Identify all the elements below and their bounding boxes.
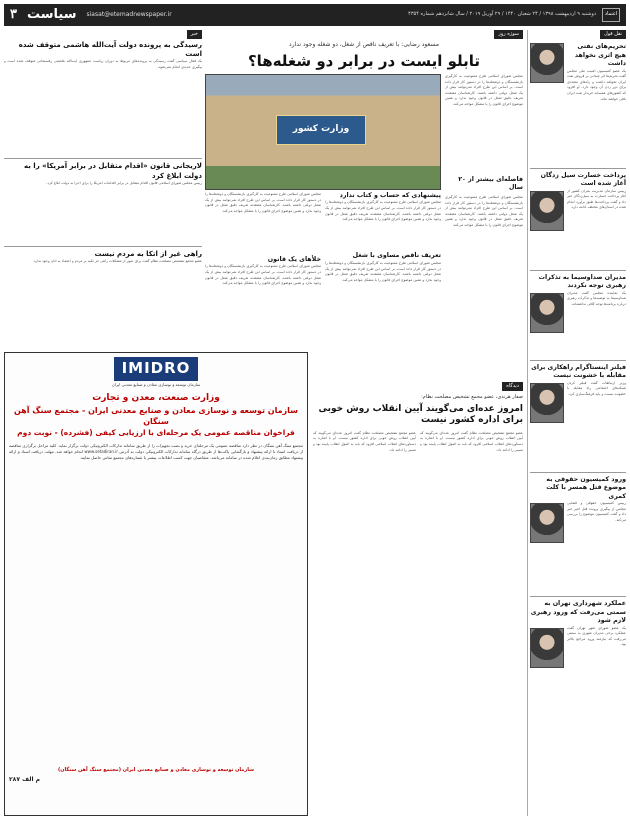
story-body: عضو مجمع تشخیص مصلحت نظام گفت امروز عده‌ای می‌گویند که آیین انقلاب روش خوبی برای اداره کشور نیست. او با اشاره به دستاوردهای انقلاب اسلامی افزود که باید به اصول انقلاب پایبند بود و مسیر را ادامه داد. [313,430,416,452]
section-tag: دیدگاه [502,382,523,391]
story-kicker: صفار هرندی، عضو مجمع تشخیص مصلحت نظام: [421,394,523,401]
story-kicker: مسعود رضایی: با تعریف ناقص از شغل، دو شغله وجود ندارد [289,41,439,49]
quote-title: فیلتر اینستاگرام راهکاری برای مقابله با خشونت نیست [531,363,626,380]
story-subhead: فاصله‌ای بیشتر از ۲۰ سال [458,175,523,192]
ministry-building-photo [205,74,441,190]
story-headline: امروز عده‌ای می‌گویند آیین انقلاب روش خوبی برای اداره کشور نیست [318,403,523,426]
news-body: عضو مجمع تشخیص مصلحت نظام گفت برای عبور از مشکلات راهی جز تکیه بر مردم و اعتماد به آنان وجود ندارد. [32,258,202,263]
quote-item [530,600,626,706]
quote-body: یک عضو کمیسیون امنیت ملی مجلس گفت تحریم‌ها اثر چندانی بر فروش نفت ایران نخواهد داشت و راه‌های متعددی برای دور زدن آن وجود دارد. او افزود که کشورهای همسایه خریدار نفت ایران باقی خواهند ماند. [567,68,626,101]
section-email-link[interactable]: siasat@etemadnewspaper.ir [86,10,172,18]
ad-body: مجتمع سنگ آهن سنگان در نظر دارد مناقصه عمومی یک مرحله‌ای خرید و نصب تجهیزات را از طریق سامانه تدارکات الکترونیکی دولت برگزار نماید. کلیه مراحل برگزاری مناقصه از دریافت اسناد تا ارائه پیشنهاد و بازگشایی پاکت‌ها از طریق درگاه سامانه تدارکات الکترونیکی دولت به آدرس www.setadiran.ir انجام خواهد شد. مهلت دریافت اسناد و ارائه پیشنهاد مطابق زمان‌بندی اعلام شده در سامانه می‌باشد. متقاضیان جهت کسب اطلاعات بیشتر با شماره‌های مجتمع تماس حاصل نمایند. [9,442,303,461]
opinion-story [312,382,523,816]
section-tag: سوژه روز [494,30,523,39]
quote-title: عملکرد شهرداری تهران به سمتی می‌رفت که ورود رهبری لازم شود [530,600,626,625]
ad-title: سازمان توسعه و نوسازی معادن و صنایع معدنی ایران - مجتمع سنگ آهن سنگان [13,405,298,427]
quote-body: رییس سازمان مدیریت بحران کشور از آغاز پرداخت خسارت به سیل‌زدگان خبر داد و گفت پرداخت‌ها طبق برآورد انجام شده در استان‌های مختلف ادامه دارد. [567,188,626,210]
quote-title: تحریم‌های نفتی هیچ اثری نخواهد داشت [574,43,626,68]
story-subhead: پیشنهادی که حساب و کتاب ندارد [339,191,441,199]
person-photo [530,293,564,333]
main-story [205,30,523,380]
section-tag: خبر [187,30,202,39]
section-title: سیاست [26,6,77,22]
story-body: مجلس شورای اسلامی طرح ممنوعیت به کارگیری بازنشستگان و دوشغله‌ها را در دستور کار قرار داده است. بر اساس این طرح افراد نمی‌توانند بیش از یک شغل دولتی داشته باشند. کارشناسان معتقدند تعریف دقیق شغل در قانون وجود ندارد و همین موضوع اجرای قانون را با مشکل مواجه می‌کند. [325,260,441,282]
quote-body: رییس کمیسیون حقوقی و قضایی مجلس از پیگیری پرونده قتل اخیر خبر داد و گفت کمیسیون موضوع را بررسی می‌کند. [567,501,626,522]
story-headline: تابلو ایست در برابر دو شغله‌ها؟ [247,51,481,70]
dateline: دوشنبه ۹ اردیبهشت ۱۳۹۸ / ۲۴ شعبان ۱۴۴۰ / ۲۹ آوریل ۲۰۱۹ / سال شانزدهم شماره ۴۳۵۴ [408,11,596,18]
tender-advertisement [4,352,308,816]
story-body: مجلس شورای اسلامی طرح ممنوعیت به کارگیری بازنشستگان و دوشغله‌ها را در دستور کار قرار داده است. بر اساس این طرح افراد نمی‌توانند بیش از یک شغل دولتی داشته باشند. کارشناسان معتقدند تعریف دقیق شغل در قانون وجود ندارد و همین موضوع اجرای قانون را با مشکل مواجه می‌کند. [205,191,321,213]
story-body: مجلس شورای اسلامی طرح ممنوعیت به کارگیری بازنشستگان و دوشغله‌ها را در دستور کار قرار داده است. بر اساس این طرح افراد نمی‌توانند بیش از یک شغل دولتی داشته باشند. کارشناسان معتقدند تعریف دقیق شغل در قانون وجود ندارد و همین موضوع اجرای قانون را با مشکل مواجه می‌کند. [445,73,523,106]
person-photo [530,383,564,423]
story-subhead: تعریف ناقص مساوی با شغل [352,252,441,260]
news-body: رییس مجلس شورای اسلامی قانون اقدام متقابل در برابر اقدامات آمریکا را برای اجرا به دولت ابلاغ کرد. [46,180,202,185]
newspaper-logo: اعتماد [602,8,620,22]
quote-item [530,172,626,267]
news-title: لاریجانی قانون «اقدام متقابل در برابر آمریکا» را به دولت ابلاغ کرد [24,162,202,180]
person-photo [530,43,564,83]
story-body: عضو مجمع تشخیص مصلحت نظام گفت امروز عده‌ای می‌گویند که آیین انقلاب روش خوبی برای اداره کشور نیست. او با اشاره به دستاوردهای انقلاب اسلامی افزود که باید به اصول انقلاب پایبند بود و مسیر را ادامه داد. [420,430,523,452]
quote-body: یک عضو شورای شهر تهران گفت عملکرد برخی مدیران شهری به سمتی می‌رفت که نیازمند ورود مراجع بالاتر بود. [567,625,626,647]
news-title: رسیدگی به پرونده دولت آیت‌الله هاشمی متوقف شده است [18,41,202,59]
imidro-logo: IMIDRO [114,357,199,381]
story-body: مجلس شورای اسلامی طرح ممنوعیت به کارگیری بازنشستگان و دوشغله‌ها را در دستور کار قرار داده است. بر اساس این طرح افراد نمی‌توانند بیش از یک شغل دولتی داشته باشند. کارشناسان معتقدند تعریف دقیق شغل در قانون وجود ندارد و همین موضوع اجرای قانون را با مشکل مواجه می‌کند. [205,264,321,286]
quote-item [530,364,626,469]
quote-title: پرداخت خسارت سیل زدگان آغاز شده است [540,171,626,188]
ad-org-name: سازمان توسعه و نوسازی معادن و صنایع معدنی ایران [111,381,201,387]
story-body: مجلس شورای اسلامی طرح ممنوعیت به کارگیری بازنشستگان و دوشغله‌ها را در دستور کار قرار داده است. بر اساس این طرح افراد نمی‌توانند بیش از یک شغل دولتی داشته باشند. کارشناسان معتقدند تعریف دقیق شغل در قانون وجود ندارد و همین موضوع اجرای قانون را با مشکل مواجه می‌کند. [325,200,441,222]
left-column [4,30,202,350]
quote-item [530,476,626,594]
right-column [530,30,626,816]
person-photo [530,628,564,668]
quote-item [530,274,626,357]
quote-body: وزیر ارتباطات گفت فیلتر کردن شبکه‌های اجتماعی راه مقابله با خشونت نیست و باید فرهنگ‌سازی کرد. [567,380,626,396]
page-number: ۳ [10,6,17,22]
news-title: راهی غیر از اتکا به مردم نیست [94,249,202,258]
section-tag: نقل قول [600,30,626,39]
quote-item [530,43,626,165]
ad-title: وزارت صنعت، معدن و تجارت [92,392,220,403]
ad-footer: سازمان توسعه و نوسازی معادن و صنایع معدنی ایران (مجتمع سنگ آهن سنگان) [57,766,254,773]
ad-code: م الف ۲۸۷ [9,775,41,783]
story-body: مجلس شورای اسلامی طرح ممنوعیت به کارگیری بازنشستگان و دوشغله‌ها را در دستور کار قرار داده است. بر اساس این طرح افراد نمی‌توانند بیش از یک شغل دولتی داشته باشند. کارشناسان معتقدند تعریف دقیق شغل در قانون وجود ندارد و همین موضوع اجرای قانون را با مشکل مواجه می‌کند. [445,194,523,227]
quote-title: مدیران صداوسیما به تذکرات رهبری توجه نکردند [538,273,626,290]
person-photo [530,191,564,231]
news-body: یک فعال سیاسی گفت رسیدگی به پرونده‌های مربوط به دوران ریاست جمهوری آیت‌الله هاشمی رفسنجانی متوقف شده است و پیگیری جدیدی انجام نمی‌شود. [4,59,202,69]
story-subhead: خلأهای یک قانون [267,255,321,263]
ministry-sign: وزارت کشور [276,115,366,145]
person-photo [530,503,564,543]
ad-title: فراخوان مناقصه عمومی یک مرحله‌ای با ارزیابی کیفی (فشرده) - نوبت دوم [17,427,295,437]
quote-title: ورود کمیسیون حقوقی به موضوع قتل همسر با کلت کمری [546,475,626,500]
page-header [4,4,626,26]
quote-body: یک نماینده مجلس گفت مدیران صداوسیما به توصیه‌ها و تذکرات رهبری درباره برنامه‌ها توجه کافی نداشته‌اند. [567,290,626,306]
